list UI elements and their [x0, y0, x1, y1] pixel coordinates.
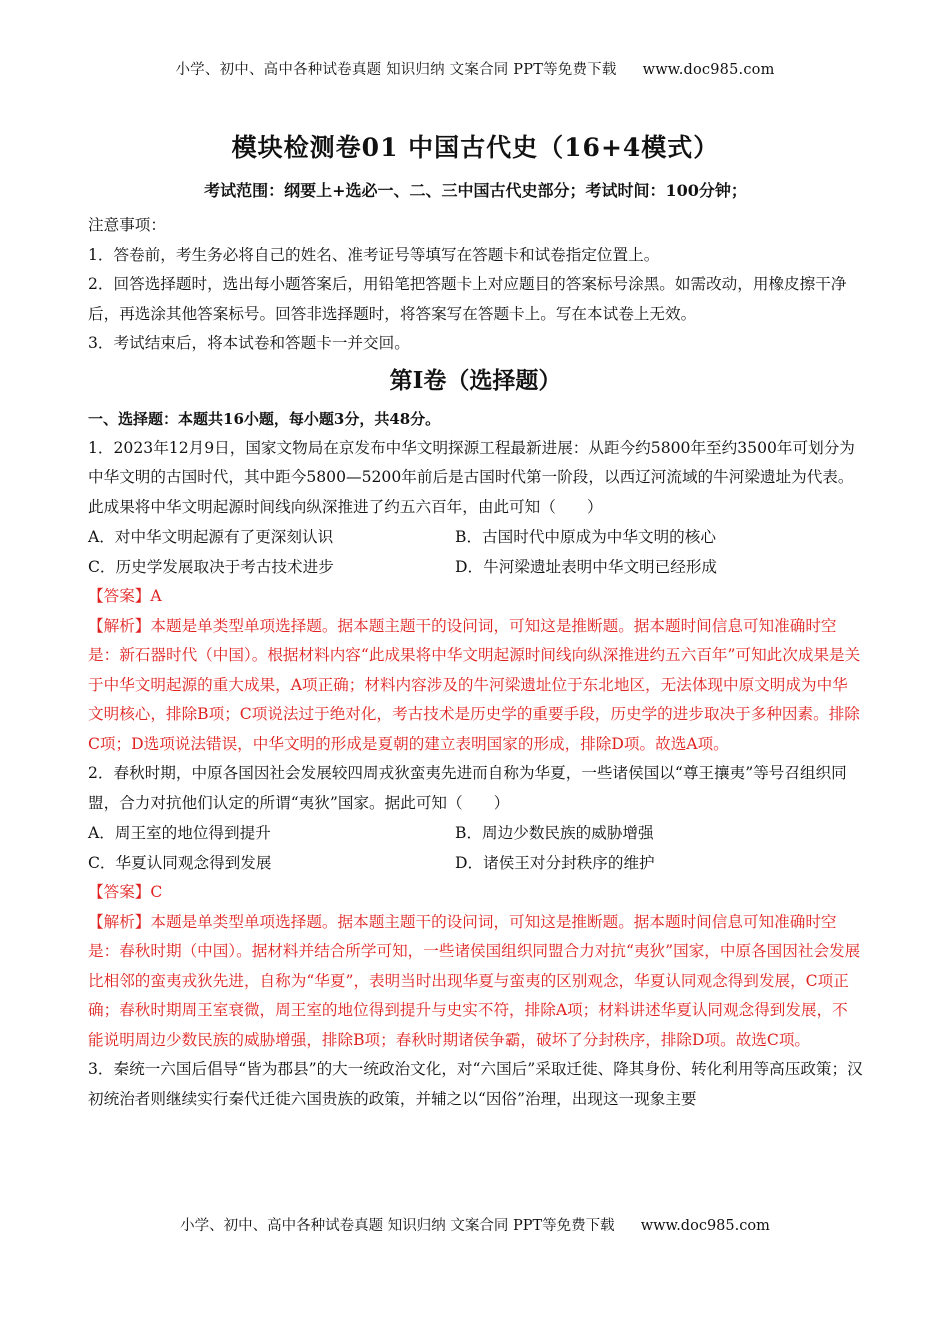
analysis-block [88, 612, 863, 760]
answer-label: 【答案】 [88, 883, 151, 901]
page-footer [0, 1214, 950, 1235]
analysis-text: 本题是单类型单项选择题。据本题主题干的设问词，可知这是推断题。据本题时间信息可知准确时空是：新石器时代（中国）。根据材料内容“此成果将中华文明起源时间线向纵深推进约五六百年”可知此次成果是关于中华文明起源的重大成果，A项正确；材料内容涉及的牛河梁遗址位于东北地区，无法体现中原文明成为中华文明核心，排除B项；C项说法过于绝对化，考古技术是历史学的重要手段，历史学的进步取决于多种因素。排除C项；D选项说法错误，中华文明的形成是夏朝的建立表明国家的形成，排除D项。故选A项。 [88, 616, 861, 753]
note-item: 1．答卷前，考生务必将自己的姓名、准考证号等填写在答题卡和试卷指定位置上。 [88, 245, 660, 264]
analysis-block [88, 908, 863, 1056]
option-d: D．牛河梁遗址表明中华文明已经形成 [455, 558, 718, 576]
note-item: 3．考试结束后，将本试卷和答题卡一并交回。 [88, 334, 410, 352]
answer-value: C [150, 883, 163, 901]
question-stem: 3．秦统一六国后倡导“皆为郡县”的大一统政治文化，对“六国后”采取迁徙、降其身份、转化利用等高压政策；汉初统治者则继续实行秦代迁徙六国贵族的政策，并辅之以“因俗”治理，出现这一现象主要 [88, 1060, 863, 1108]
header-text: 小学、初中、高中各种试卷真题 知识归纳 文案合同 PPT等免费下载 [175, 62, 617, 78]
answer-value: A [150, 587, 162, 605]
answer-line [88, 582, 863, 612]
option-a: A．对中华文明起源有了更深刻认识 [88, 528, 334, 546]
option-c: C．历史学发展取决于考古技术进步 [88, 558, 334, 576]
analysis-label: 【解析】 [88, 616, 151, 635]
exam-scope: 考试范围：纲要上+选必一、二、三中国古代史部分；考试时间：100分钟； [204, 181, 747, 200]
analysis-label: 【解析】 [88, 912, 151, 931]
option-a: A．周王室的地位得到提升 [88, 824, 271, 842]
footer-text: 小学、初中、高中各种试卷真题 知识归纳 文案合同 PPT等免费下载 [180, 1218, 615, 1234]
part-title: 一、选择题：本题共16小题，每小题3分，共48分。 [88, 409, 441, 428]
notes-heading: 注意事项： [88, 216, 166, 234]
question-stem: 2．春秋时期，中原各国因社会发展较四周戎狄蛮夷先进而自称为华夏，一些诸侯国以“尊王攘夷”等号召组织同盟，合力对抗他们认定的所谓“夷狄”国家。据此可知（ ） [88, 764, 847, 812]
note-item: 2．回答选择题时，选出每小题答案后，用铅笔把答题卡上对应题目的答案标号涂黑。如需改动，用橡皮擦干净后，再选涂其他答案标号。回答非选择题时，将答案写在答题卡上。写在本试卷上无效。 [88, 275, 847, 323]
analysis-text: 本题是单类型单项选择题。据本题主题干的设问词，可知这是推断题。据本题时间信息可知准确时空是：春秋时期（中国）。据材料并结合所学可知，一些诸侯国组织同盟合力对抗“夷狄”国家，中原各国因社会发展比相邻的蛮夷戎狄先进，自称为“华夏”，表明当时出现华夏与蛮夷的区别观念，华夏认同观念得到发展，C项正确；春秋时期周王室衰微，周王室的地位得到提升与史实不符，排除A项；材料讲述华夏认同观念得到发展，不能说明周边少数民族的威胁增强，排除B项；春秋时期诸侯争霸，破坏了分封秩序，排除D项。故选C项。 [88, 912, 861, 1049]
page-title: 模块检测卷01 中国古代史（16+4模式） [231, 133, 720, 162]
document-body [88, 128, 863, 1114]
footer-url[interactable]: www.doc985.com [640, 1218, 770, 1234]
option-b: B．古国时代中原成为中华文明的核心 [455, 528, 716, 546]
header-url[interactable]: www.doc985.com [642, 62, 775, 78]
page-header [0, 58, 950, 79]
answer-line [88, 878, 863, 908]
question-options [88, 818, 863, 878]
answer-label: 【答案】 [88, 587, 151, 605]
option-d: D．诸侯王对分封秩序的维护 [455, 854, 655, 872]
question-stem: 1．2023年12月9日，国家文物局在京发布中华文明探源工程最新进展：从距今约5800年至约3500年可划分为中华文明的古国时代，其中距今5800—5200年前后是古国时代第一阶段，以西辽河流域的牛河梁遗址为代表。此成果将中华文明起源时间线向纵深推进了约五六百年，由此可知（ ） [88, 438, 855, 516]
question-options [88, 522, 863, 582]
option-c: C．华夏认同观念得到发展 [88, 854, 272, 872]
section-title: 第I卷（选择题） [389, 366, 562, 394]
option-b: B．周边少数民族的威胁增强 [455, 824, 654, 842]
